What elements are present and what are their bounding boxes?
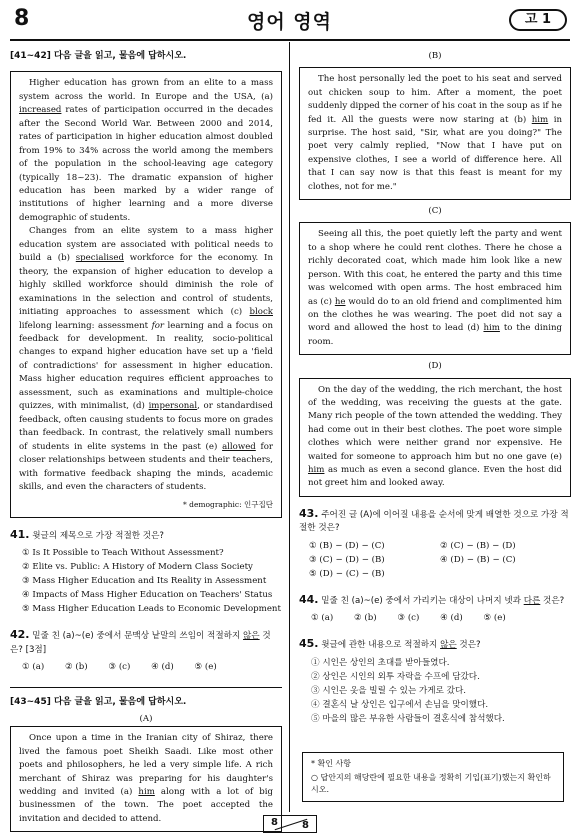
passage-41-42 xyxy=(10,71,282,518)
left-column xyxy=(10,50,282,832)
passage1-p2: Changes from an elite system to a mass higher education system are associated with political needs to build a (b) specialised workforce for the economy. In theory, the expansion of higher education to develop a highly skilled workforce should diminish the role of examinations in the selection and control of students, initiating approaches to assessment which (c) block lifelong learning: assessment for learning and a focus on feedback for development. In reality, socio-political changes to expand higher education have set up a 'field of contradictions' for assessment in higher education. Mass higher education requires efficient approaches to assessment, such as examinations and multiple-choice quizzes, with minimalist, (d) impersonal, or standardised feedback, often causing students to focus more on grades than feedback. In contrast, the relatively small numbers of students in elite systems in the past (e) allowed for closer relationships between students and their teachers, with formative feedback shaping the minds, academic skills, and even the characters of students. xyxy=(19,226,273,492)
label-A: (A) xyxy=(139,713,153,724)
underline-c2: he xyxy=(334,296,346,307)
q44-option: ④ (d) xyxy=(440,613,463,623)
page-header xyxy=(0,0,579,40)
q42-option: ③ (c) xyxy=(108,662,131,673)
q44-option: ② (b) xyxy=(354,613,377,623)
underline-d: impersonal xyxy=(148,401,198,412)
underline-e: allowed xyxy=(222,441,256,452)
q41-option: ④ Impacts of Mass Higher Education on Teachers' Status xyxy=(22,590,273,601)
underline-a2: him xyxy=(138,786,155,797)
underline-a: increased xyxy=(19,105,62,116)
page-footer xyxy=(263,815,317,833)
underline-b: specialised xyxy=(75,253,124,264)
q42-option: ⑤ (e) xyxy=(194,662,217,673)
q45-option: ④ 결혼식 날 상인은 입구에서 손님을 맞이했다. xyxy=(311,699,489,710)
question-45: 45. 윗글에 관한 내용으로 적절하지 않은 것은? ① 시인은 상인의 초대를 받아들였다. ② 상인은 시인의 외투 자락을 수프에 담갔다. ③ 시인은 옷을 빌릴 수 있는 가게로 갔다. ④ 결혼식 날 상인은 입구에서 손님을 맞이했다. ⑤ 마을의 많은 부유한 사람들이 결혼식에 참석했다. xyxy=(299,637,571,725)
underline-d2: him xyxy=(483,323,500,334)
q45-option: ② 상인은 시인의 외투 자락을 수프에 담갔다. xyxy=(311,671,480,682)
q42-option: ② (b) xyxy=(65,662,88,673)
column-divider xyxy=(289,42,290,812)
question-43: 43. 주어진 글 (A)에 이어질 내용을 순서에 맞게 배열한 것으로 가장 적절한 것은? ① (B) − (D) − (C) ② (C) − (B) − (D) ③ (C) − (D) − (B) ④ (D) − (B) − (C) ⑤ (D) − (C) − (B) xyxy=(299,507,571,581)
q44-option: ③ (c) xyxy=(397,613,420,623)
q45-option: ① 시인은 상인의 초대를 받아들였다. xyxy=(311,657,450,668)
passage-D: On the day of the wedding, the rich merchant, the host of the wedding, was receiving the guests at the gate. Many rich people of the town attended the wedding. They had come out in their best clothes. The poet wore simple clothes which were neither grand nor expensive. He waited for someone to approach him but no one gave (e) him as much as even a second glance. Even the host did not greet him and looked away. xyxy=(299,378,571,497)
page-number: 8 xyxy=(14,6,30,31)
passage1-p1: Higher education has grown from an elite to a mass system across the world. In Europe and the USA, (a) increased rates of participation occurred in the decades after the Second World War. Between 2000 and 2014, rates of participation in higher education almost doubled from 19% to 34% across the world among the members of the population in the school-leaving age category (typically 18~23). The dramatic expansion of higher education has been marked by a wider range of institutions of higher learning and a more diverse demographic of students. xyxy=(19,78,273,223)
q41-option: ③ Mass Higher Education and Its Reality in Assessment xyxy=(22,576,267,587)
q45-option: ⑤ 마을의 많은 부유한 사람들이 결혼식에 참석했다. xyxy=(311,713,505,724)
q43-option: ③ (C) − (D) − (B) xyxy=(309,554,385,565)
question-44: 44. 밑줄 친 (a)~(e) 중에서 가리키는 대상이 나머지 넷과 다른 것은? ① (a) ② (b) ③ (c) ④ (d) ⑤ (e) xyxy=(299,593,571,626)
footer-current-page: 8 xyxy=(271,817,278,828)
confirm-box xyxy=(302,752,564,802)
set2-heading: [43~45] 다음 글을 읽고, 물음에 답하시오. xyxy=(10,696,187,707)
footnote: * demographic: 인구집단 xyxy=(183,500,273,510)
q41-option: ⑤ Mass Higher Education Leads to Economic Development xyxy=(22,604,281,615)
question-42: 42. 밑줄 친 (a)~(e) 중에서 문맥상 낱말의 쓰임이 적절하지 않은 것은? [3점] ① (a) ② (b) ③ (c) ④ (d) ⑤ (e) xyxy=(10,628,282,674)
set1-heading: [41~42] 다음 글을 읽고, 물음에 답하시오. xyxy=(10,51,187,61)
confirm-text: ○ 답안지의 해당란에 필요한 내용을 정확히 기입(표기)했는지 확인하시오. xyxy=(311,773,551,794)
passage-C: Seeing all this, the poet quietly left the party and went to a shop where he could rent clothes. There he chose a richly decorated coat, which made him look like a new person. With this coat, he entered the party and this time was welcomed with open arms. The host embraced him as (c) he would do to an old friend and complimented him on the clothes he was wearing. The poet did not say a word and allowed the host to lead (d) him to the dining room. xyxy=(299,222,571,355)
subject-title: 영어 영역 xyxy=(246,11,333,33)
q44-option: ⑤ (e) xyxy=(483,613,506,623)
q45-option: ③ 시인은 옷을 빌릴 수 있는 가게로 갔다. xyxy=(311,685,466,696)
underline-c: block xyxy=(249,307,273,318)
q43-option: ⑤ (D) − (C) − (B) xyxy=(309,568,385,579)
question-41: 41. 윗글의 제목으로 가장 적절한 것은? ① Is It Possible to Teach Without Assessment? ② Elite vs. Public: A History of Modern Class Society ③ Mass Higher Education and Its Reality in Assessment ④ Impacts of Mass Higher Education on Teachers' Status ⑤ Mass Higher Education Leads to Economic Development xyxy=(10,527,281,615)
confirm-title: * 확인 사항 xyxy=(311,759,351,768)
q42-option: ① (a) xyxy=(22,662,45,673)
q42-option: ④ (d) xyxy=(151,662,174,673)
grade-badge: 고 1 xyxy=(509,9,567,31)
label-B: (B) xyxy=(428,51,442,61)
underline-e2: him xyxy=(308,464,325,475)
q41-option: ① Is It Possible to Teach Without Assessment? xyxy=(22,548,224,559)
q43-option: ② (C) − (B) − (D) xyxy=(440,540,516,551)
passage-A: Once upon a time in the Iranian city of Shiraz, there lived the famous poet Sheikh Saadi. Like most other poets and philosophers, he led a very simple life. A rich merchant of Shiraz was preparing for his daughter's wedding and invited (a) him along with a lot of big businessmen of the town. The poet accepted the invitation and decided to attend. xyxy=(10,726,282,832)
label-C: (C) xyxy=(428,206,442,217)
q43-option: ④ (D) − (B) − (C) xyxy=(440,554,516,565)
q41-option: ② Elite vs. Public: A History of Modern Class Society xyxy=(22,562,253,573)
footer-total-pages: 8 xyxy=(302,820,309,831)
header-divider xyxy=(10,39,570,41)
right-column xyxy=(299,50,571,726)
q43-option: ① (B) − (D) − (C) xyxy=(309,540,385,551)
underline-b2: him xyxy=(531,114,549,125)
q44-option: ① (a) xyxy=(311,613,334,623)
label-D: (D) xyxy=(428,361,442,372)
passage-B: The host personally led the poet to his seat and served out chicken soup to him. After a moment, the poet suddenly dipped the corner of his coat in the soup as if he fed it. All the guests were now staring at (b) him in surprise. The host said, "Sir, what are you doing?" The poet very calmly replied, "Now that I have put on expensive clothes, I see a world of difference here. All that I can say now is that this feast is meant for my clothes, not for me." xyxy=(299,67,571,200)
